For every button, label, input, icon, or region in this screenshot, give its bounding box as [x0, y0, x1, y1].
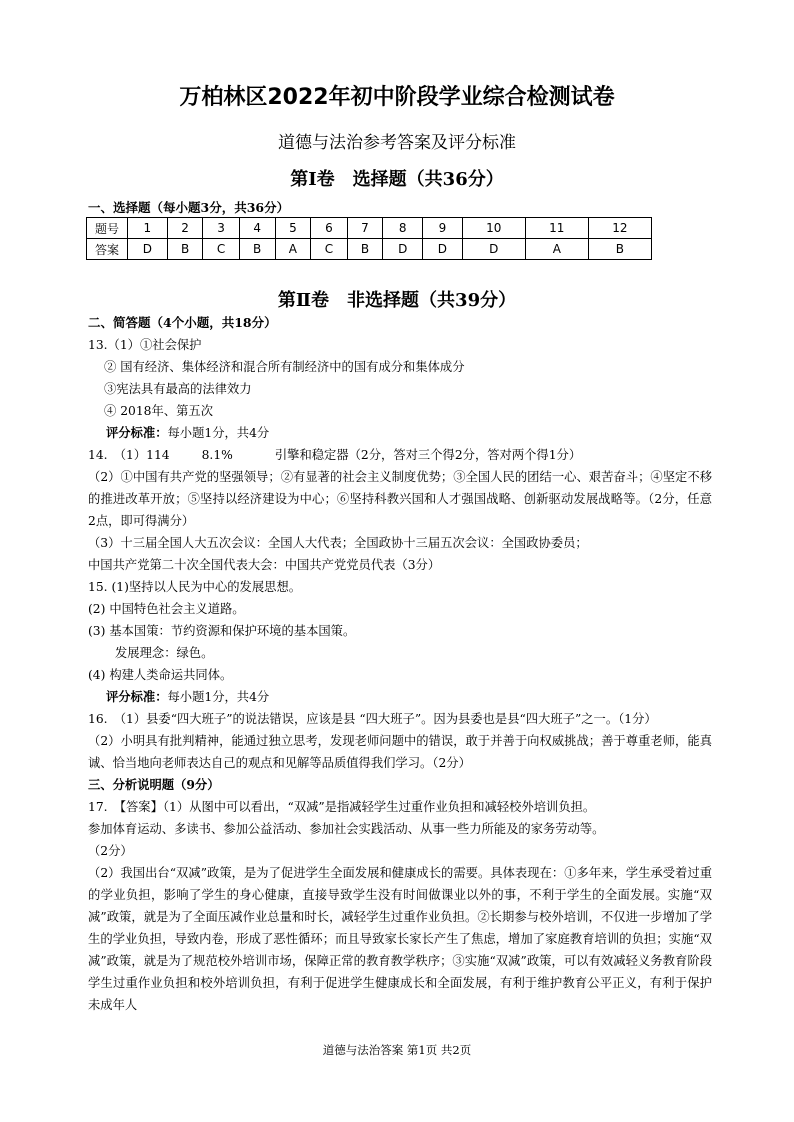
- question-number: 2: [167, 218, 203, 239]
- q17-part1: 17. 【答案】（1）从图中可以看出，“双减”是指减轻学生过重作业负担和减轻校外培训负担。: [88, 800, 596, 814]
- q14-part3: （3）十三届全国人大五次会议：全国人大代表；全国政协十三届五次会议：全国政协委员；: [88, 536, 588, 550]
- answer-cell: D: [128, 239, 168, 260]
- scoring-label: 评分标准：: [106, 689, 168, 704]
- q13-line4: ④ 2018年、第五次: [104, 404, 213, 418]
- q13-line2: ② 国有经济、集体经济和混合所有制经济中的国有成分和集体成分: [104, 360, 465, 374]
- q15-line3: (3) 基本国策：节约资源和保护环境的基本国策。: [88, 624, 356, 638]
- q17-part1-score: （2分）: [88, 844, 133, 858]
- q15-line5: (4) 构建人类命运共同体。: [88, 668, 233, 682]
- row-label-number: 题号: [87, 218, 128, 239]
- question-number: 12: [588, 218, 651, 239]
- scoring-text: 每小题1分，共4分: [167, 690, 270, 704]
- answer-cell: B: [588, 239, 651, 260]
- answer-cell: A: [275, 239, 311, 260]
- answer-cell: D: [423, 239, 463, 260]
- section3-heading: 三、分析说明题（9分）: [88, 777, 220, 792]
- answer-row: [87, 239, 652, 260]
- answer-table: [86, 217, 652, 260]
- q15-scoring: [88, 686, 712, 708]
- answer-key-subtitle: 道德与法治参考答案及评分标准: [278, 133, 516, 153]
- question-number: 11: [525, 218, 588, 239]
- question-number: 8: [383, 218, 423, 239]
- question-number: 5: [275, 218, 311, 239]
- q13-line3: ③宪法具有最高的法律效力: [104, 382, 252, 396]
- answer-cell: A: [525, 239, 588, 260]
- question-number: 10: [462, 218, 525, 239]
- q15-line4: 发展理念：绿色。: [115, 646, 214, 660]
- q14-part2: （2）①中国有共产党的坚强领导；②有显著的社会主义制度优势；③全国人民的团结一心、艰苦奋斗；④坚定不移的推进改革开放；⑤坚持以经济建设为中心；⑥坚持科教兴国和人才强国战略、创新驱动发展战略等。（2分，任意2点，即可得满分）: [88, 470, 712, 528]
- q14-line1: [88, 444, 712, 466]
- scoring-label: 评分标准：: [106, 425, 168, 440]
- q16-part2: （2）小明具有批判精神，能通过独立思考，发现老师问题中的错误，敢于并善于向权威挑战；善于尊重老师，能真诚、恰当地向老师表达自己的观点和见解等品质值得我们学习。（2分）: [88, 734, 712, 770]
- answer-cell: B: [239, 239, 275, 260]
- question-number: 7: [347, 218, 383, 239]
- q15-line2: (2) 中国特色社会主义道路。: [88, 602, 245, 616]
- q16-part1: 16. （1）县委“四大班子”的说法错误，应该是县 “四大班子”。因为县委也是县“四大班子”之一。（1分）: [88, 712, 657, 726]
- question-number: 1: [128, 218, 168, 239]
- part2-heading: 第Ⅱ卷 非选择题（共39分）: [277, 290, 517, 311]
- q17-part2: （2）我国出台“双减”政策，是为了促进学生全面发展和健康成长的需要。具体表现在：①多年来，学生承受着过重的学业负担，影响了学生的身心健康，直接导致学生没有时间做课业以外的事，不利于学生的全面发展。实施“双减”政策，就是为了全面压减作业总量和时长，减轻学生过重作业负担。②长期参与校外培训，不仅进一步增加了学生的学业负担，导致内卷，形成了恶性循环；而且导致家长家长产生了焦虑，增加了家庭教育培训的负担；实施“双减”政策，就是为了规范校外培训市场，保障正常的教育教学秩序；③实施“双减”政策，可以有效减轻义务教育阶段学生过重作业负担和校外培训负担，有利于促进学生健康成长和全面发展，有利于维护教育公平正义，有利于保护未成年人: [88, 866, 712, 1012]
- part1-heading: 第Ⅰ卷 选择题（共36分）: [290, 169, 504, 190]
- question-number: 6: [311, 218, 347, 239]
- answer-cell: D: [462, 239, 525, 260]
- row-label-answer: 答案: [87, 239, 128, 260]
- answer-cell: C: [311, 239, 347, 260]
- question-number: 9: [423, 218, 463, 239]
- answer-cell: B: [347, 239, 383, 260]
- scoring-text: 每小题1分，共4分: [167, 426, 270, 440]
- page-footer: 道德与法治答案 第1页 共2页: [322, 1043, 472, 1057]
- q13-line1: 13.（1）①社会保护: [88, 338, 202, 352]
- question-number: 4: [239, 218, 275, 239]
- q14-part3-cont: 中国共产党第二十次全国代表大会：中国共产党党员代表（3分）: [88, 558, 441, 572]
- question-number-row: [87, 218, 652, 239]
- section2-heading: 二、简答题（4个小题，共18分）: [88, 315, 277, 330]
- q17-part1-cont: 参加体育运动、多读书、参加公益活动、参加社会实践活动、从事一些力所能及的家务劳动等。: [88, 822, 605, 836]
- q15-line1: 15. (1)坚持以人民为中心的发展思想。: [88, 580, 302, 594]
- q14-part1-answer: 14. （1）114: [88, 448, 170, 462]
- answer-cell: B: [167, 239, 203, 260]
- q14-role: 引擎和稳定器（2分，答对三个得2分，答对两个得1分）: [274, 448, 582, 462]
- q13-scoring: [88, 422, 712, 444]
- answer-cell: C: [203, 239, 239, 260]
- section1-heading: 一、选择题（每小题3分，共36分）: [88, 200, 290, 215]
- q14-rate: 8.1%: [201, 448, 233, 462]
- exam-title: 万柏林区2022年初中阶段学业综合检测试卷: [179, 85, 615, 110]
- answer-body: [88, 334, 712, 1016]
- question-number: 3: [203, 218, 239, 239]
- answer-cell: D: [383, 239, 423, 260]
